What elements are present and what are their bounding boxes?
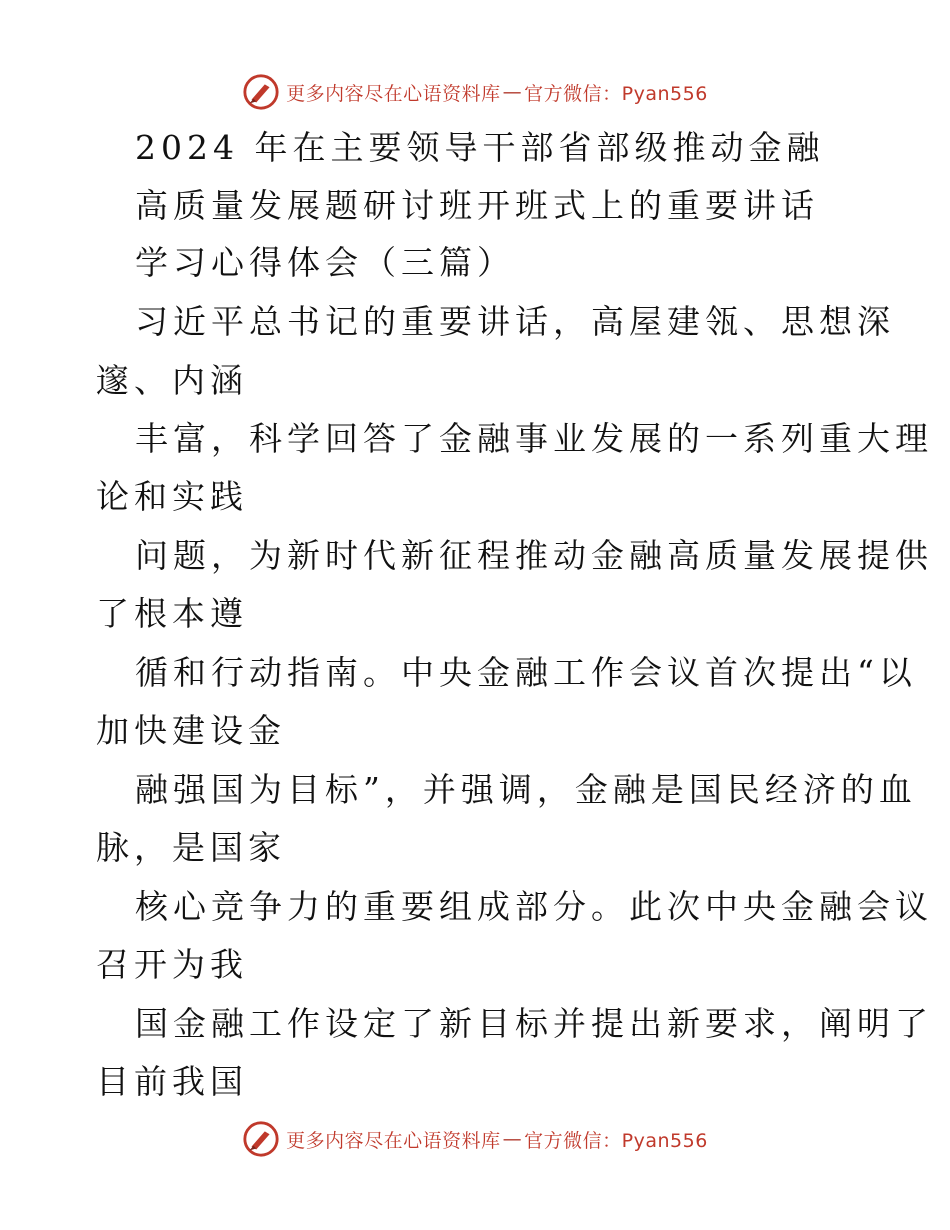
paragraph-line: 问题，为新时代新征程推动金融高质量发展提供 bbox=[135, 536, 933, 575]
watermark-text: 更多内容尽在心语资料库 bbox=[286, 82, 501, 105]
pen-logo-icon bbox=[242, 73, 280, 111]
watermark-suffix: 官方微信：Pyan556 bbox=[524, 1129, 708, 1152]
watermark-text: 更多内容尽在心语资料库 bbox=[286, 1129, 501, 1152]
watermark-suffix: 官方微信：Pyan556 bbox=[524, 82, 708, 105]
paragraph-line: 融强国为目标”，并强调，金融是国民经济的血 bbox=[135, 770, 917, 809]
watermark-dash: — bbox=[502, 81, 523, 103]
paragraph-line: 丰富，科学回答了金融事业发展的一系列重大理 bbox=[135, 419, 933, 458]
title-line-1: 2024 年在主要领导干部省部级推动金融 bbox=[135, 128, 825, 167]
paragraph-line: 目前我国 bbox=[96, 1062, 248, 1101]
title-line-2: 高质量发展题研讨班开班式上的重要讲话 bbox=[135, 186, 819, 225]
footer-watermark bbox=[0, 1117, 950, 1161]
paragraph-line: 召开为我 bbox=[96, 945, 248, 984]
paragraph-line: 论和实践 bbox=[96, 477, 248, 516]
title-line-3: 学习心得体会（三篇） bbox=[135, 243, 515, 282]
paragraph-line: 加快建设金 bbox=[96, 711, 286, 750]
header-watermark bbox=[0, 70, 950, 114]
watermark-dash: — bbox=[502, 1128, 523, 1150]
paragraph-line: 习近平总书记的重要讲话，高屋建瓴、思想深 bbox=[135, 302, 895, 341]
pen-logo-icon bbox=[242, 1120, 280, 1158]
paragraph-line: 核心竞争力的重要组成部分。此次中央金融会议 bbox=[135, 887, 933, 926]
paragraph-line: 脉，是国家 bbox=[96, 828, 286, 867]
paragraph-line: 了根本遵 bbox=[96, 594, 248, 633]
paragraph-line: 邃、内涵 bbox=[96, 361, 248, 400]
paragraph-line: 国金融工作设定了新目标并提出新要求，阐明了 bbox=[135, 1004, 933, 1043]
paragraph-line: 循和行动指南。中央金融工作会议首次提出“以 bbox=[135, 653, 917, 692]
